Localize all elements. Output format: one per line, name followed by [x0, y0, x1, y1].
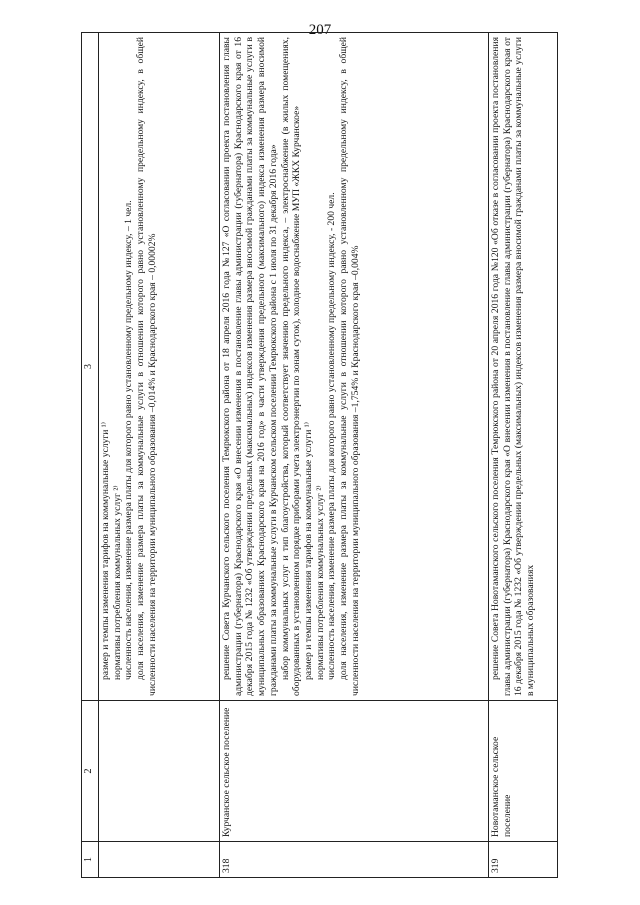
settlement-name: Курчанское сельское поселение	[220, 701, 489, 842]
table-row-continuation	[99, 33, 220, 878]
text-line: размер и темпы изменения тарифов на коммунальные услуги ¹⁾	[302, 421, 314, 680]
text-line: нормативы потребления коммунальных услуг ²⁾	[314, 485, 326, 680]
row-text-cell	[99, 33, 220, 701]
row-text-cell	[489, 33, 558, 701]
row-number: 319	[489, 842, 558, 878]
decision-text: решение Совета Курчанского сельского поселения Темрюкского района от 18 апреля 2016 года №127 «О согласовании проекта постановления главы администрации (губернатора) Краснодарского края «О внесении изменения в постановление главы администрации (губернатора) Краснодарского края от 16 декабря 2015 года № 1232 «Об утверждении предельных (максимальных) индексов изменения размера вносимой гражданами платы за коммунальные услуги в муниципальных образованиях Краснодарского края на 2016 год» в части утверждения предельного (максимального) индекса изменения размера вносимой гражданами платы за коммунальные услуги в Курчанском сельском поселении Темрюкского района с 1 июля по 31 декабря 2016 года»	[221, 37, 279, 696]
row-text-cell	[220, 33, 489, 701]
rotated-table-container	[81, 37, 551, 878]
settlement-name: Новотаманское сельское поселение	[489, 701, 558, 842]
text-line: нормативы потребления коммунальных услуг ²⁾	[111, 485, 123, 680]
decision-text: решение Совета Новотаманского сельского поселения Темрюкского района от 20 апреля 2016 года №120 «Об отказе в согласовании проекта постановления главы администрации (губернатора) Краснодарского края «О внесении изменения в постановление главы администрации (губернатора) Краснодарского края от 16 декабря 2015 года № 1232 «Об утверждении предельных (максимальных) индексов изменения размера вносимой гражданами платы за коммунальные услуги в муниципальных образованиях	[490, 37, 537, 696]
header-col-3: 3	[82, 33, 99, 701]
header-col-1: 1	[82, 842, 99, 878]
row-number-cell	[99, 842, 220, 878]
text-line: доля населения, изменение размера платы за коммунальные услуги в отношении которого равно установленному предельному индексу, в общей численности населения на территории муниципального образования –0,014% и Краснодарского края – 0,00002%	[135, 37, 158, 696]
table-header-row	[82, 33, 99, 878]
text-line: размер и темпы изменения тарифов на коммунальные услуги ¹⁾	[100, 421, 111, 680]
table-row-318	[220, 33, 489, 878]
row-number: 318	[220, 842, 489, 878]
text-line: численность населения, изменение размера платы для которого равно установленному предельному индексу, - 200 чел.	[326, 192, 338, 680]
table-row-319	[489, 33, 558, 878]
row-name-cell	[99, 701, 220, 842]
text-line: доля населения, изменение размера платы за коммунальные услуги в отношении которого равно установленному предельному индексу, в общей численности населения на территории муниципального образования –1,754% и Краснодарского края –0,004%	[338, 37, 361, 696]
text-line: набор коммунальных услуг и тип благоустройства, который соответствует значению предельного индекса, – электроснабжение (в жилых помещениях, оборудованных в установленном порядке приборами учета электроэнергии по зонам суток), холодное водоснабжение МУП «ЖКХ Курчанское»	[279, 37, 303, 696]
header-col-2: 2	[82, 701, 99, 842]
page-number: 207	[308, 22, 332, 38]
text-line: численность населения, изменение размера платы для которого равно установленному предельному индексу, – 1 чел.	[123, 200, 135, 680]
data-table	[81, 32, 558, 878]
